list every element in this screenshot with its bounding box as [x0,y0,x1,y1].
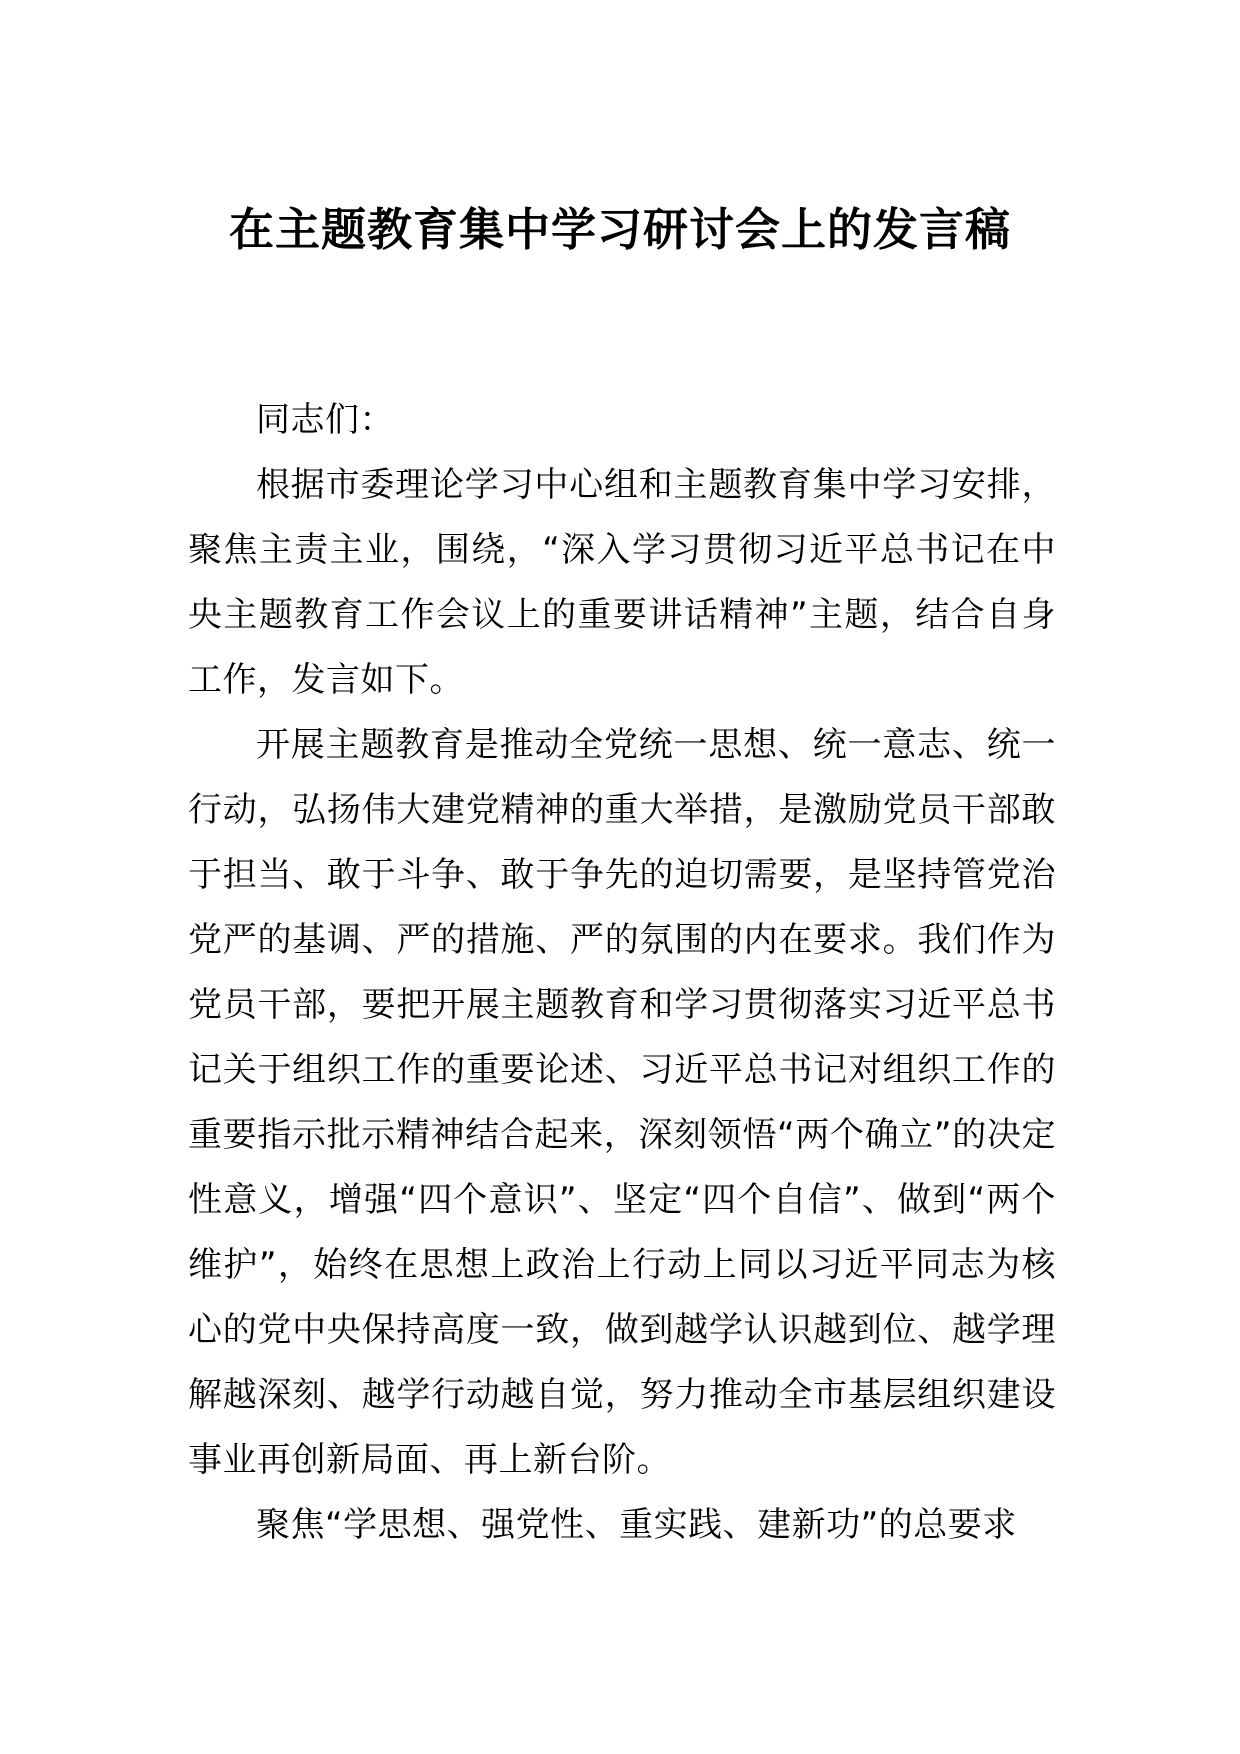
document-title: 在主题教育集中学习研讨会上的发言稿 [228,203,1011,256]
paragraph-1: 根据市委理论学习中心组和主题教育集中学习安排，聚焦主责主业，围绕，“深入学习贯彻习近平总书记在中央主题教育工作会议上的重要讲话精神”主题，结合自身工作，发言如下。 [188,465,1056,700]
salutation: 同志们： [256,400,394,440]
paragraph-3: 聚焦“学思想、强党性、重实践、建新功”的总要求 [256,1505,1017,1545]
paragraph-2: 开展主题教育是推动全党统一思想、统一意志、统一行动，弘扬伟大建党精神的重大举措，是激励党员干部敢于担当、敢于斗争、敢于争先的迫切需要，是坚持管党治党严的基调、严的措施、严的氛围的内在要求。我们作为党员干部，要把开展主题教育和学习贯彻落实习近平总书记关于组织工作的重要论述、习近平总书记对组织工作的重要指示批示精神结合起来，深刻领悟“两个确立”的决定性意义，增强“四个意识”、坚定“四个自信”、做到“两个维护”，始终在思想上政治上行动上同以习近平同志为核心的党中央保持高度一致，做到越学认识越到位、越学理解越深刻、越学行动越自觉，努力推动全市基层组织建设事业再创新局面、再上新台阶。 [188,725,1056,1480]
document-body [188,388,1056,1558]
